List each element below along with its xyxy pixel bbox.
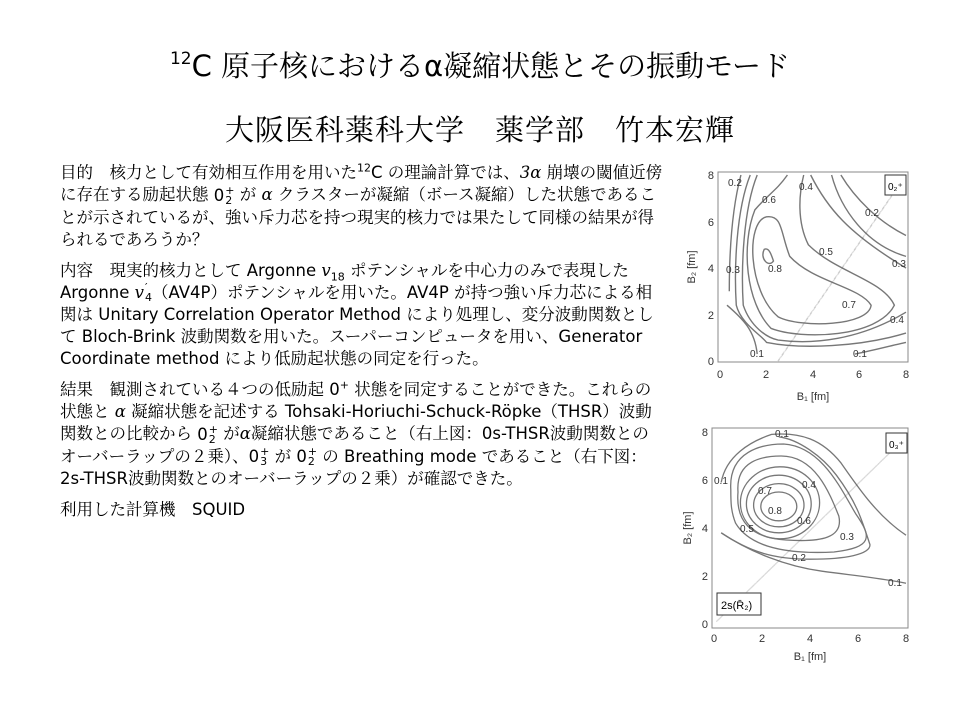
- math: α: [261, 185, 273, 204]
- contour-label: 0.4: [890, 315, 904, 326]
- superscript: 12: [357, 161, 371, 175]
- tick-label: 8: [902, 633, 910, 645]
- contour-label: 0.2: [728, 178, 742, 189]
- tick-label: 0: [710, 633, 718, 645]
- tick-label: 2: [758, 633, 766, 645]
- base: v: [134, 283, 144, 302]
- contour-label: 0.1: [853, 349, 867, 360]
- tick-label: 6: [701, 475, 708, 487]
- legend-label: 0₂⁺: [888, 182, 903, 193]
- tick-label: 8: [707, 170, 714, 182]
- contour-label: 0.2: [792, 553, 806, 564]
- contour-label: 0.1: [888, 578, 902, 589]
- legend-label-2s: 2s(R̄₂): [721, 600, 753, 612]
- slide-subtitle: 大阪医科薬科大学 薬学部 竹本宏輝: [224, 113, 735, 147]
- tick-label: 0: [716, 369, 724, 381]
- text: が: [234, 185, 262, 204]
- tick-label: 4: [707, 263, 714, 275]
- tick-label: 2: [707, 310, 714, 322]
- sub: 2: [225, 193, 233, 207]
- contour-label: 0.1: [750, 349, 764, 360]
- math: 3α: [519, 163, 542, 182]
- superscript: +: [339, 378, 349, 392]
- scripts: [145, 283, 152, 303]
- x-tick-labels: [711, 633, 909, 645]
- tick-label: 6: [707, 217, 714, 229]
- math: v: [321, 260, 331, 280]
- purpose-paragraph: [60, 162, 665, 251]
- sub: 3: [260, 455, 268, 468]
- tick-label: 4: [806, 633, 814, 645]
- sub: 2: [307, 455, 315, 468]
- state-symbol: [197, 424, 218, 446]
- base: 0: [296, 447, 307, 466]
- y-axis-label: B₂ [fm]: [682, 511, 694, 545]
- tick-label: 8: [902, 369, 910, 381]
- tick-label: 2: [762, 369, 770, 381]
- tick-label: 0: [701, 619, 708, 631]
- state-symbol: [214, 185, 235, 207]
- contour-label: 0.8: [768, 506, 782, 517]
- plot-frame: [718, 172, 908, 362]
- math: α: [239, 424, 251, 443]
- result-paragraph: [60, 379, 665, 490]
- tick-label: 6: [854, 633, 862, 645]
- title-text: C 原子核におけるα凝縮状態とその振動モード: [191, 49, 791, 83]
- contour-label: 0.8: [768, 264, 782, 275]
- sup: +: [307, 445, 318, 458]
- contour-label: 0.4: [802, 480, 816, 491]
- contour-label: 0.3: [726, 265, 740, 276]
- sup: +: [208, 422, 218, 436]
- contour-label: 0.2: [865, 208, 879, 219]
- y-tick-labels: [708, 170, 714, 368]
- contour-label: 0.3: [892, 259, 906, 270]
- tick-label: 0: [707, 356, 714, 368]
- base: 0: [213, 185, 225, 205]
- text: 目的 核力として有効相互作用を用いた: [60, 163, 357, 182]
- sup: ′: [145, 281, 148, 294]
- slide-title: [0, 44, 960, 85]
- contour-label: 0.1: [714, 476, 728, 487]
- text: （AV4P）ポテンシャルを用いた。AV4P が持つ強い斥力芯による相関は Unitary Correlation Operator Method により処理し、変分波動関数として Bloch-Brink 波動関数を用いた。スーパーコンピュータを用い、Generator Coordinate method により低励起状態の同定を行った。: [60, 282, 654, 368]
- text: 凝縮状態を記述する Tohsaki-Horiuchi-Schuck-Röpke（THSR）波動関数との比較から: [60, 402, 652, 443]
- contour-label: 0.5: [740, 524, 754, 535]
- title-superscript: 12: [169, 49, 192, 69]
- overlap-contour-plot-2s: [680, 418, 920, 663]
- tick-label: 2: [701, 571, 708, 583]
- text: ポテンシャルを中心力のみで表現した Argonne: [60, 260, 629, 302]
- text: 凝縮状態であること（右上図：0s-THSR波動関数とのオーバーラップの２乗）、: [60, 424, 649, 466]
- text: 内容 現実的核力として Argonne: [60, 260, 322, 280]
- contour-label: 0.7: [842, 300, 856, 311]
- sub: 4: [145, 291, 152, 304]
- text: 結果 観測されている４つの低励起: [60, 380, 330, 399]
- text: 0: [329, 380, 340, 399]
- content-paragraph: [60, 260, 665, 371]
- base: 0: [197, 424, 208, 444]
- text: クラスターが凝縮（ボース凝縮）した状態であることが示されているが、強い斥力芯を持つ現実的核力では果たして同様の結果が得られるであろうか？: [60, 185, 657, 249]
- scripts: [308, 447, 317, 467]
- tick-label: 6: [855, 369, 863, 381]
- contour-label: 0.5: [819, 247, 833, 258]
- contour-label: 0.4: [799, 182, 813, 193]
- sup: +: [260, 445, 270, 458]
- text: が: [269, 446, 297, 466]
- state-symbol: [296, 446, 317, 468]
- state-symbol: [249, 446, 270, 468]
- x-axis-label: B₁ [fm]: [796, 391, 830, 403]
- text: 崩壊の閾値近傍に存在する励起状態: [60, 163, 663, 204]
- slide-body: [60, 162, 665, 530]
- legend-label: 0₃⁺: [889, 440, 904, 451]
- scripts: [208, 422, 218, 446]
- tick-label: 4: [701, 523, 708, 535]
- text: の Breathing mode であること（右下図：2s-THSR波動関数とのオーバーラップの２乗）が確認できた。: [60, 446, 647, 488]
- computer-paragraph: 利用した計算機 SQUID: [60, 500, 246, 519]
- contour-label: 0.6: [762, 195, 776, 206]
- tick-label: 4: [809, 369, 817, 381]
- x-tick-labels: [717, 369, 909, 381]
- overlap-contour-plot-0s: [680, 160, 920, 412]
- text: C の理論計算では、: [371, 163, 520, 182]
- contour-label: 0.1: [775, 429, 789, 440]
- contour-label: 0.7: [758, 486, 772, 497]
- scripts: [260, 447, 269, 467]
- sup: +: [225, 183, 235, 197]
- text: が: [217, 424, 240, 443]
- text: 状態を同定することができた。これらの状態と: [60, 380, 652, 421]
- contour-label: 0.3: [840, 532, 854, 543]
- sub: 2: [208, 432, 216, 446]
- y-tick-labels: [702, 427, 708, 631]
- math: α: [114, 402, 126, 421]
- y-axis-label: B₂ [fm]: [686, 250, 698, 284]
- subscript: 18: [330, 269, 345, 283]
- x-axis-label: B₁ [fm]: [793, 651, 827, 663]
- potential-symbol: [135, 282, 152, 304]
- base: 0: [248, 447, 260, 466]
- contour-label: 0.6: [797, 516, 811, 527]
- tick-label: 8: [701, 427, 708, 439]
